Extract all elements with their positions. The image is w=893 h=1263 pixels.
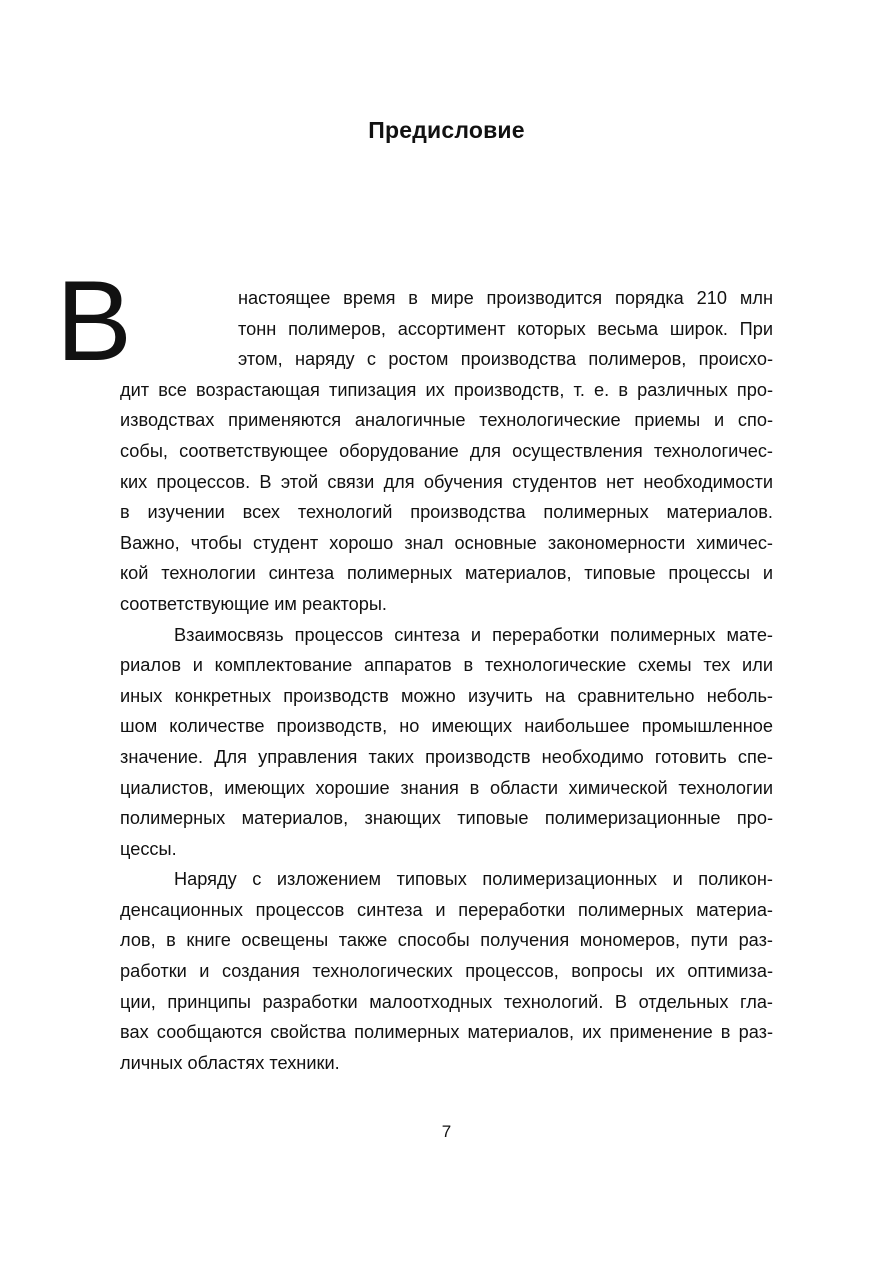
text-line: цессы. — [120, 838, 177, 859]
text-line: иных конкретных производств можно изучить на сравнительно неболь- — [120, 685, 773, 706]
text-line: этом, наряду с ростом производства полимеров, происхо- — [238, 349, 773, 370]
text-line: Важно, чтобы студент хорошо знал основные закономерности химичес- — [120, 532, 773, 553]
text-line: соответствующие им реакторы. — [120, 593, 387, 614]
text-line: настоящее время в мире производится порядка 210 млн — [238, 288, 773, 308]
text-line: денсационных процессов синтеза и переработки полимерных материа- — [120, 899, 773, 920]
text-line: изводствах применяются аналогичные технологические приемы и спо- — [120, 410, 773, 431]
page-number: 7 — [441, 1122, 452, 1141]
text-line: в изучении всех технологий производства полимерных материалов. — [120, 502, 773, 523]
drop-cap: В — [56, 258, 133, 385]
text-line: работки и создания технологических процессов, вопросы их оптимиза- — [120, 961, 773, 982]
text-line: значение. Для управления таких производств необходимо готовить спе- — [120, 746, 773, 767]
text-line: Наряду с изложением типовых полимеризационных и поликон- — [174, 869, 773, 890]
text-line: ции, принципы разработки малоотходных технологий. В отдельных гла- — [120, 991, 773, 1012]
text-line: лов, в книге освещены также способы получения мономеров, пути раз- — [120, 930, 773, 951]
text-line: вах сообщаются свойства полимерных материалов, их применение в раз- — [120, 1022, 773, 1043]
text-line: дит все возрастающая типизация их производств, т. е. в различных про- — [120, 379, 773, 400]
text-line: Взаимосвязь процессов синтеза и переработки полимерных мате- — [174, 624, 773, 645]
text-line: циалистов, имеющих хорошие знания в области химической технологии — [120, 777, 773, 798]
text-line: кой технологии синтеза полимерных материалов, типовые процессы и — [120, 563, 773, 584]
text-line: полимерных материалов, знающих типовые полимеризационные про- — [120, 808, 773, 829]
text-line: личных областях техники. — [120, 1052, 340, 1073]
page-title: Предисловие — [368, 117, 525, 143]
preface-body — [120, 283, 773, 1078]
text-line: собы, соответствующее оборудование для осуществления технологичес- — [120, 440, 773, 461]
text-line: тонн полимеров, ассортимент которых весьма широк. При — [238, 318, 773, 339]
text-line: ких процессов. В этой связи для обучения студентов нет необходимости — [120, 471, 773, 492]
text-line: шом количестве производств, но имеющих наибольшее промышленное — [120, 716, 773, 737]
text-line: риалов и комплектование аппаратов в технологические схемы тех или — [120, 655, 773, 676]
